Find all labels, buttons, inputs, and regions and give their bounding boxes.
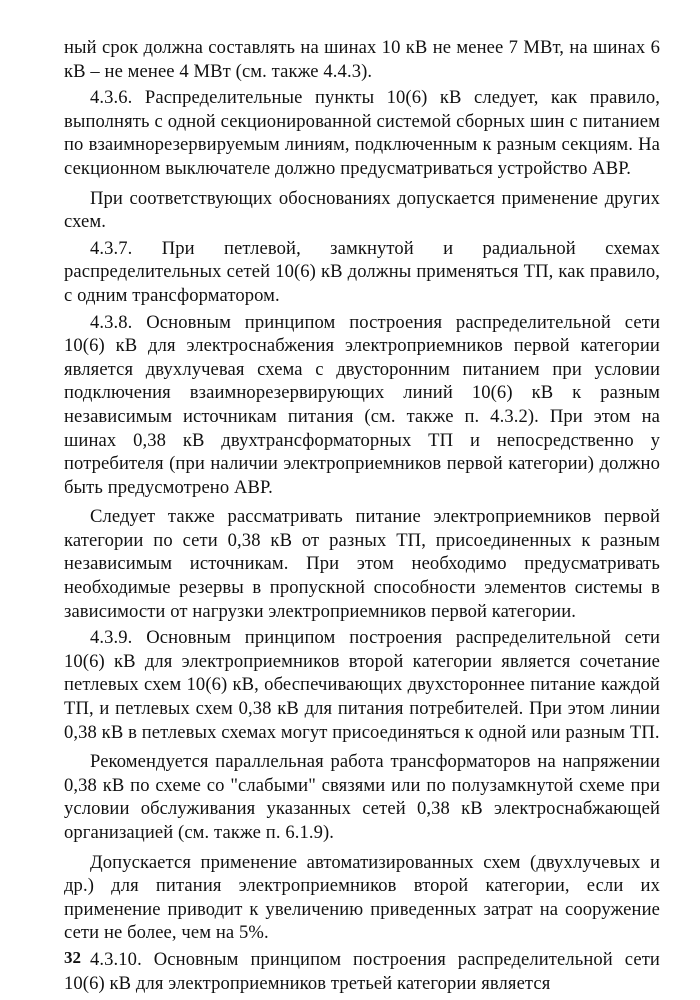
paragraph-first-category-supply: Следует также рассматривать питание электроприемников первой категории по сети 0,38 кВ от разных ТП, присоединенных к разным независимым источникам. При этом необходимо предусматривать необходимые резервы в пропускной способности элементов системы в зависимости от нагрузки электроприемников первой категории. xyxy=(64,506,660,622)
paragraph-automated-schemes: Допускается применение автоматизированных схем (двухлучевых и др.) для питания электроприемников второй категории, если их применение приводит к увеличению приведенных затрат на сооружение сети не более, чем на 5%. xyxy=(64,851,660,944)
paragraph-4-3-7: 4.3.7. При петлевой, замкнутой и радиальной схемах распределительных сетей 10(6) кВ должны применяться ТП, как правило, с одним трансформатором. xyxy=(64,237,660,306)
paragraph-continuation: ный срок должна составлять на шинах 10 кВ не менее 7 МВт, на шинах 6 кВ – не менее 4 МВт (см. также 4.4.3). xyxy=(64,37,660,82)
paragraph-4-3-9: 4.3.9. Основным принципом построения распределительной сети 10(6) кВ для электроприемников второй категории является сочетание петлевых схем 10(6) кВ, обеспечивающих двухстороннее питание каждой ТП, и петлевых схем 0,38 кВ для питания потребителей. При этом линии 0,38 кВ в петлевых схемах могут присоединяться к одной или разным ТП. xyxy=(64,627,660,743)
page-number: 32 xyxy=(64,948,81,967)
paragraph-4-3-8: 4.3.8. Основным принципом построения распределительной сети 10(6) кВ для электроснабжения электроприемников первой категории является двухлучевая схема с двусторонним питанием при условии подключения взаимнорезервирующих линий 10(6) кВ к разным независимым источникам питания (см. также п. 4.3.2). При этом на шинах 0,38 кВ двухтрансформаторных ТП и непосредственно у потребителя (при наличии электроприемников первой категории) должно быть предусмотрено АВР. xyxy=(64,311,660,498)
paragraph-other-schemes: При соответствующих обоснованиях допускается применение других схем. xyxy=(64,187,660,233)
paragraph-parallel-operation: Рекомендуется параллельная работа трансформаторов на напряжении 0,38 кВ по схеме со "слабыми" связями или по полузамкнутой схеме при условии обслуживания указанных сетей 0,38 кВ электроснабжающей организацией (см. также п. 6.1.9). xyxy=(64,751,660,843)
paragraph-4-3-10: 4.3.10. Основным принципом построения распределительной сети 10(6) кВ для электроприемников третьей категории является xyxy=(64,948,660,994)
paragraph-4-3-6: 4.3.6. Распределительные пункты 10(6) кВ следует, как правило, выполнять с одной секционированной системой сборных шин с питанием по взаимнорезервируемым линиям, подключенным к разным секциям. На секционном выключателе должно предусматриваться устройство АВР. xyxy=(64,87,660,179)
